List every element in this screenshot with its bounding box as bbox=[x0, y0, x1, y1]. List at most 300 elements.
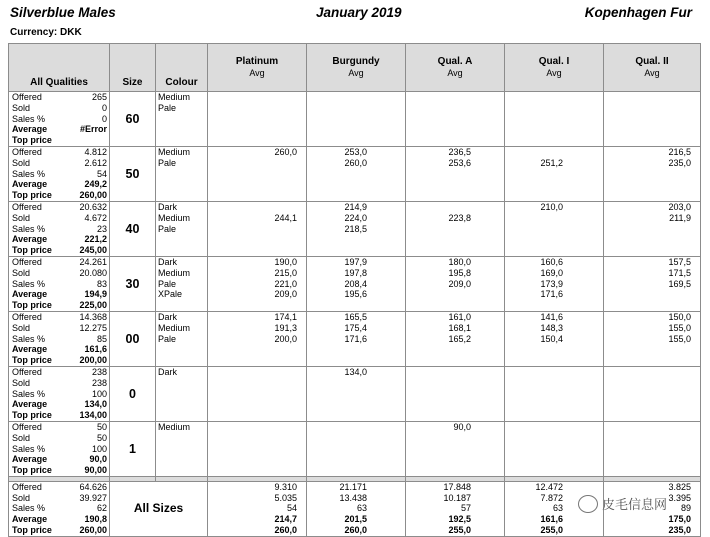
grade-value: 150,4 bbox=[540, 333, 563, 344]
stat-line bbox=[9, 103, 109, 114]
stats-cell bbox=[9, 366, 110, 421]
colour-cell bbox=[156, 92, 208, 147]
stat-value: #Error bbox=[79, 124, 107, 135]
grade-cell bbox=[505, 256, 604, 311]
stat-value: 238 bbox=[91, 377, 107, 388]
stat-value: 20.080 bbox=[79, 267, 107, 278]
stat-line bbox=[9, 245, 109, 256]
stat-line bbox=[9, 268, 109, 279]
colour-name: Medium bbox=[158, 92, 191, 102]
stat-line bbox=[9, 514, 109, 525]
stat-label: Average bbox=[12, 344, 48, 355]
stat-value: 134,0 bbox=[84, 399, 107, 410]
stat-label: Sold bbox=[12, 492, 31, 503]
grade-value: 155,0 bbox=[668, 333, 691, 344]
stat-line bbox=[9, 493, 109, 504]
grade-cell bbox=[604, 421, 701, 476]
stat-line bbox=[9, 503, 109, 514]
grade-total-value: 235,0 bbox=[668, 525, 691, 536]
grade-total-value: 201,5 bbox=[344, 514, 367, 525]
grade-total-value: 12.472 bbox=[535, 481, 563, 492]
grade-value: 203,0 bbox=[668, 201, 691, 212]
stat-line bbox=[9, 334, 109, 345]
colour-name: Dark bbox=[158, 256, 178, 267]
stat-label: Sales % bbox=[12, 443, 46, 454]
grade-cell bbox=[604, 366, 701, 421]
stat-line bbox=[9, 454, 109, 465]
stat-value: 90,0 bbox=[89, 454, 107, 465]
grade-cell bbox=[208, 92, 307, 147]
stat-value: 221,2 bbox=[84, 234, 107, 245]
stat-label: Top price bbox=[12, 465, 52, 476]
auction-house: Kopenhagen Fur bbox=[584, 5, 692, 20]
stat-line bbox=[9, 355, 109, 366]
stat-value: 0 bbox=[101, 113, 107, 124]
stat-label: Sold bbox=[12, 322, 31, 333]
size-value: 1 bbox=[110, 421, 156, 476]
grade-cell bbox=[208, 201, 307, 256]
grade-total-value: 63 bbox=[356, 503, 367, 514]
stat-label: Offered bbox=[12, 481, 42, 492]
grade-total-cell bbox=[307, 481, 406, 536]
grade-total-value: 54 bbox=[286, 503, 297, 514]
stat-label: Average bbox=[12, 234, 48, 245]
stat-value: 2.612 bbox=[84, 157, 107, 168]
grade-value: 171,6 bbox=[344, 333, 367, 344]
stat-value: 200,00 bbox=[79, 355, 107, 366]
grade-value: 160,6 bbox=[540, 256, 563, 267]
colour-cell bbox=[156, 311, 208, 366]
stat-line bbox=[9, 147, 109, 158]
grade-value bbox=[307, 422, 367, 433]
grade-cell bbox=[307, 201, 406, 256]
stat-line bbox=[9, 389, 109, 400]
colour-name: Pale bbox=[158, 223, 177, 234]
grade-value: 209,0 bbox=[274, 289, 297, 300]
size-value: 60 bbox=[110, 92, 156, 147]
grade-cell bbox=[307, 366, 406, 421]
stat-label: Sales % bbox=[12, 113, 46, 124]
grade-value bbox=[604, 367, 691, 378]
watermark-text: 皮毛信息网 bbox=[602, 497, 668, 512]
colour-name: Medium bbox=[158, 421, 191, 432]
stat-label: Average bbox=[12, 289, 48, 300]
grade-total-value: 5.035 bbox=[274, 492, 297, 503]
stat-value: 12.275 bbox=[79, 322, 107, 333]
grade-cell bbox=[604, 311, 701, 366]
grade-value: 218,5 bbox=[344, 223, 367, 234]
grade-total-value: 214,7 bbox=[274, 514, 297, 525]
stat-line bbox=[9, 433, 109, 444]
grade-cell bbox=[406, 311, 505, 366]
grade-total-value: 260,0 bbox=[344, 525, 367, 536]
grade-total-value: 10.187 bbox=[443, 492, 471, 503]
stat-value: 100 bbox=[91, 443, 107, 454]
colour-cell bbox=[156, 421, 208, 476]
stat-line bbox=[9, 92, 109, 103]
grade-value: 235,0 bbox=[668, 157, 691, 168]
stat-label: Average bbox=[12, 514, 48, 525]
grade-value bbox=[208, 202, 297, 213]
grade-value bbox=[505, 367, 563, 378]
stat-label: Top price bbox=[12, 245, 52, 256]
stat-line bbox=[9, 114, 109, 125]
stats-cell bbox=[9, 201, 110, 256]
stat-value: 85 bbox=[96, 333, 107, 344]
header-all-qualities: All Qualities bbox=[9, 44, 110, 92]
header-size: Size bbox=[110, 44, 156, 92]
grade-cell bbox=[406, 92, 505, 147]
grade-value: 208,4 bbox=[344, 278, 367, 289]
grade-cell bbox=[208, 366, 307, 421]
grade-cell bbox=[406, 366, 505, 421]
grade-cell bbox=[208, 146, 307, 201]
grade-total-value: 175,0 bbox=[668, 514, 691, 525]
grade-total-value: 260,0 bbox=[274, 525, 297, 536]
stat-label: Sold bbox=[12, 157, 31, 168]
stat-value: 54 bbox=[96, 168, 107, 179]
stat-line bbox=[9, 289, 109, 300]
grade-total-value: 63 bbox=[552, 503, 563, 514]
grade-value bbox=[208, 158, 297, 169]
stat-value: 194,9 bbox=[84, 289, 107, 300]
grade-value bbox=[208, 224, 297, 235]
grade-total-value: 13.438 bbox=[339, 492, 367, 503]
grade-total-value: 3.395 bbox=[668, 492, 691, 503]
grade-value: 210,0 bbox=[540, 201, 563, 212]
stat-line bbox=[9, 482, 109, 493]
header-grade-qual-i: Qual. I Avg bbox=[505, 44, 604, 92]
stat-label: Average bbox=[12, 179, 48, 190]
stat-label: Sold bbox=[12, 432, 31, 443]
grade-cell bbox=[604, 256, 701, 311]
stat-label: Sold bbox=[12, 377, 31, 388]
grade-value bbox=[208, 422, 297, 433]
stats-cell bbox=[9, 421, 110, 476]
stat-value: 190,8 bbox=[84, 514, 107, 525]
stat-label: Sold bbox=[12, 102, 31, 113]
colour-name: Medium bbox=[158, 146, 191, 157]
stat-value: 14.368 bbox=[79, 311, 107, 322]
grade-total-value: 192,5 bbox=[448, 514, 471, 525]
grade-value bbox=[505, 213, 563, 224]
size-group-row bbox=[9, 146, 701, 201]
stat-value: 20.632 bbox=[79, 201, 107, 212]
watermark bbox=[578, 494, 667, 513]
stat-value: 4.812 bbox=[84, 146, 107, 157]
grade-value: 157,5 bbox=[668, 256, 691, 267]
stat-line bbox=[9, 323, 109, 334]
stat-line bbox=[9, 465, 109, 476]
stat-value: 62 bbox=[96, 503, 107, 514]
stat-value: 225,00 bbox=[79, 300, 107, 311]
colour-name: Pale bbox=[158, 157, 177, 168]
grade-value: 260,0 bbox=[344, 157, 367, 168]
stat-label: Sales % bbox=[12, 168, 46, 179]
stat-label: Top price bbox=[12, 525, 52, 536]
grade-cell bbox=[604, 201, 701, 256]
grade-value: 253,6 bbox=[448, 157, 471, 168]
stat-line bbox=[9, 422, 109, 433]
stat-label: Top price bbox=[12, 355, 52, 366]
grade-cell bbox=[307, 92, 406, 147]
stat-line bbox=[9, 234, 109, 245]
stat-line bbox=[9, 213, 109, 224]
stat-label: Sales % bbox=[12, 388, 46, 399]
grade-value: 165,2 bbox=[448, 333, 471, 344]
colour-name: XPale bbox=[158, 289, 183, 300]
grade-value: 141,6 bbox=[540, 311, 563, 322]
size-group-row bbox=[9, 421, 701, 476]
colour-name: Medium bbox=[158, 322, 191, 333]
header-grade-platinum: Platinum Avg bbox=[208, 44, 307, 92]
wechat-icon bbox=[578, 495, 598, 513]
grade-value: 260,0 bbox=[274, 146, 297, 157]
stat-value: 265 bbox=[91, 92, 107, 102]
grade-value bbox=[505, 224, 563, 235]
grade-value bbox=[505, 422, 563, 433]
stat-line bbox=[9, 179, 109, 190]
stat-line bbox=[9, 202, 109, 213]
grade-value: 209,0 bbox=[448, 278, 471, 289]
colour-name: Medium bbox=[158, 267, 191, 278]
header-grade-burgundy: Burgundy Avg bbox=[307, 44, 406, 92]
grade-cell bbox=[505, 311, 604, 366]
grade-value: 165,5 bbox=[344, 311, 367, 322]
grade-cell bbox=[307, 256, 406, 311]
grade-value: 215,0 bbox=[274, 267, 297, 278]
stat-label: Average bbox=[12, 124, 48, 135]
stat-label: Top price bbox=[12, 190, 52, 201]
grade-value: 216,5 bbox=[668, 146, 691, 157]
size-group-row bbox=[9, 256, 701, 311]
grade-total-value: 17.848 bbox=[443, 481, 471, 492]
colour-name: Dark bbox=[158, 366, 178, 377]
grade-value: 224,0 bbox=[344, 212, 367, 223]
price-table bbox=[8, 43, 701, 537]
grade-value: 236,5 bbox=[448, 146, 471, 157]
grade-total-cell bbox=[406, 481, 505, 536]
all-sizes-label: All Sizes bbox=[110, 481, 208, 536]
currency-label: Currency: DKK bbox=[10, 27, 82, 38]
grade-value: 168,1 bbox=[448, 322, 471, 333]
size-group-row bbox=[9, 201, 701, 256]
stat-line bbox=[9, 410, 109, 421]
stat-value: 260,00 bbox=[79, 525, 107, 536]
stat-line bbox=[9, 257, 109, 268]
grade-value bbox=[406, 202, 471, 213]
grade-value bbox=[505, 147, 563, 158]
size-group-row bbox=[9, 92, 701, 147]
grade-value: 161,0 bbox=[448, 311, 471, 322]
grade-cell bbox=[307, 421, 406, 476]
stat-value: 161,6 bbox=[84, 344, 107, 355]
stat-value: 23 bbox=[96, 223, 107, 234]
stat-value: 245,00 bbox=[79, 245, 107, 256]
grade-total-value: 3.825 bbox=[668, 481, 691, 492]
grade-cell bbox=[406, 201, 505, 256]
grade-cell bbox=[505, 421, 604, 476]
stat-label: Sales % bbox=[12, 333, 46, 344]
stat-line bbox=[9, 135, 109, 146]
stat-label: Average bbox=[12, 399, 48, 410]
stat-value: 24.261 bbox=[79, 256, 107, 267]
stat-value: 238 bbox=[91, 366, 107, 377]
colour-name: Pale bbox=[158, 278, 177, 289]
stat-value: 4.672 bbox=[84, 212, 107, 223]
grade-value: 197,9 bbox=[344, 256, 367, 267]
grade-value: 175,4 bbox=[344, 322, 367, 333]
grade-value: 190,0 bbox=[274, 256, 297, 267]
grade-value bbox=[406, 367, 471, 378]
grade-cell bbox=[307, 146, 406, 201]
grade-value bbox=[604, 422, 691, 433]
grade-value: 169,5 bbox=[668, 278, 691, 289]
grade-cell bbox=[604, 146, 701, 201]
size-value: 40 bbox=[110, 201, 156, 256]
grade-cell bbox=[505, 146, 604, 201]
stats-cell bbox=[9, 92, 110, 147]
grade-value: 195,6 bbox=[344, 289, 367, 300]
stats-cell bbox=[9, 146, 110, 201]
grade-value: 171,5 bbox=[668, 267, 691, 278]
stat-label: Top price bbox=[12, 135, 52, 146]
grade-value: 90,0 bbox=[453, 421, 471, 432]
grade-total-value: 21.171 bbox=[339, 481, 367, 492]
colour-cell bbox=[156, 201, 208, 256]
grade-total-value: 255,0 bbox=[540, 525, 563, 536]
stat-value: 50 bbox=[96, 421, 107, 432]
stat-label: Offered bbox=[12, 201, 42, 212]
grade-cell bbox=[307, 311, 406, 366]
grade-value bbox=[604, 289, 691, 300]
stat-label: Average bbox=[12, 454, 48, 465]
stat-line bbox=[9, 279, 109, 290]
grade-value bbox=[406, 289, 471, 300]
stat-line bbox=[9, 158, 109, 169]
stat-label: Top price bbox=[12, 410, 52, 421]
stat-value: 100 bbox=[91, 388, 107, 399]
grade-cell bbox=[406, 256, 505, 311]
grade-total-value: 57 bbox=[460, 503, 471, 514]
grade-value: 180,0 bbox=[448, 256, 471, 267]
stat-line bbox=[9, 344, 109, 355]
grade-total-value: 161,6 bbox=[540, 514, 563, 525]
grade-value: 174,1 bbox=[274, 311, 297, 322]
size-value: 30 bbox=[110, 256, 156, 311]
stat-line bbox=[9, 300, 109, 311]
grade-value: 244,1 bbox=[274, 212, 297, 223]
stat-line bbox=[9, 444, 109, 455]
grade-value bbox=[208, 367, 297, 378]
grade-value: 253,0 bbox=[344, 146, 367, 157]
stat-line bbox=[9, 378, 109, 389]
grade-value bbox=[406, 224, 471, 235]
stat-label: Offered bbox=[12, 311, 42, 322]
stat-value: 134,00 bbox=[79, 410, 107, 421]
grade-cell bbox=[406, 421, 505, 476]
table-header-row bbox=[9, 44, 701, 92]
grade-value: 211,9 bbox=[669, 212, 691, 223]
grade-cell bbox=[208, 311, 307, 366]
stat-line bbox=[9, 399, 109, 410]
grade-value: 134,0 bbox=[344, 366, 367, 377]
colour-name: Dark bbox=[158, 201, 178, 212]
stat-value: 249,2 bbox=[84, 179, 107, 190]
report-period: January 2019 bbox=[316, 5, 402, 20]
stat-label: Offered bbox=[12, 92, 42, 102]
grade-value: 195,8 bbox=[448, 267, 471, 278]
grade-cell bbox=[604, 92, 701, 147]
stats-cell bbox=[9, 311, 110, 366]
grade-value bbox=[604, 224, 691, 235]
stat-label: Offered bbox=[12, 366, 42, 377]
grade-value: 173,9 bbox=[540, 278, 563, 289]
size-group-row bbox=[9, 311, 701, 366]
grade-total-value: 9.310 bbox=[274, 481, 297, 492]
grade-value: 150,0 bbox=[668, 311, 691, 322]
stat-label: Sales % bbox=[12, 223, 46, 234]
stat-label: Offered bbox=[12, 256, 42, 267]
grade-value: 197,8 bbox=[344, 267, 367, 278]
colour-cell bbox=[156, 256, 208, 311]
stat-label: Top price bbox=[12, 300, 52, 311]
stat-label: Offered bbox=[12, 146, 42, 157]
size-value: 0 bbox=[110, 366, 156, 421]
grade-total-cell bbox=[208, 481, 307, 536]
report-title: Silverblue Males bbox=[10, 5, 116, 20]
grade-cell bbox=[208, 256, 307, 311]
stat-line bbox=[9, 190, 109, 201]
grade-value: 171,6 bbox=[540, 289, 563, 300]
stat-value: 64.626 bbox=[79, 481, 107, 492]
stat-line bbox=[9, 312, 109, 323]
stat-value: 39.927 bbox=[79, 492, 107, 503]
grade-cell bbox=[505, 201, 604, 256]
stat-value: 90,00 bbox=[84, 465, 107, 476]
stat-label: Sold bbox=[12, 212, 31, 223]
colour-name: Pale bbox=[158, 102, 177, 113]
colour-cell bbox=[156, 146, 208, 201]
grade-value: 251,2 bbox=[540, 157, 563, 168]
stat-value: 50 bbox=[96, 432, 107, 443]
stat-line bbox=[9, 169, 109, 180]
grade-cell bbox=[505, 92, 604, 147]
stat-value: 260,00 bbox=[79, 190, 107, 201]
header-grade-qual-a: Qual. A Avg bbox=[406, 44, 505, 92]
grade-value: 191,3 bbox=[274, 322, 297, 333]
grade-cell bbox=[208, 421, 307, 476]
colour-name: Dark bbox=[158, 311, 178, 322]
stat-label: Sold bbox=[12, 267, 31, 278]
stat-value: 83 bbox=[96, 278, 107, 289]
grade-value: 155,0 bbox=[668, 322, 691, 333]
grade-cell bbox=[505, 366, 604, 421]
grade-total-value: 255,0 bbox=[448, 525, 471, 536]
stat-line bbox=[9, 525, 109, 536]
grade-value: 214,9 bbox=[344, 201, 367, 212]
stat-value: 0 bbox=[101, 102, 107, 113]
colour-cell bbox=[156, 366, 208, 421]
grade-total-value: 7.872 bbox=[540, 492, 563, 503]
grade-total-value: 89 bbox=[680, 503, 691, 514]
header-colour: Colour bbox=[156, 44, 208, 92]
size-group-row bbox=[9, 366, 701, 421]
stat-label: Sales % bbox=[12, 278, 46, 289]
grade-value: 221,0 bbox=[274, 278, 297, 289]
stat-label: Sales % bbox=[12, 503, 46, 514]
stat-line bbox=[9, 224, 109, 235]
